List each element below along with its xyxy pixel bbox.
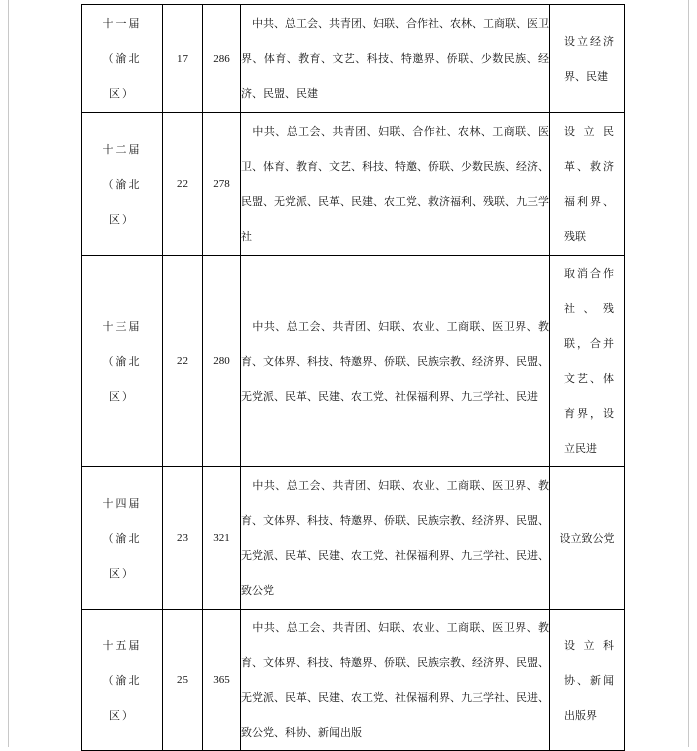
sector-count: 25 (163, 610, 203, 751)
session-cell (82, 256, 163, 467)
member-count: 365 (203, 610, 241, 751)
session-cell (82, 610, 163, 751)
table-row (82, 467, 625, 610)
sectors-text: 中共、总工会、共青团、妇联、农业、工商联、医卫界、教育、文体界、科技、特邀界、侨联、民族宗教、经济界、民盟、无党派、民革、民建、农工党、社保福利界、九三学社、民进、致公党 (241, 479, 549, 597)
notes-text: 设立科协、新闻出版界 (564, 638, 614, 722)
member-count: 278 (203, 113, 241, 256)
notes-text: 设立经济界、民建 (564, 34, 614, 83)
sectors-cell (241, 5, 550, 113)
notes-cell (550, 113, 625, 256)
notes-cell (550, 467, 625, 610)
cppcc-sessions-table (81, 4, 625, 751)
session-name: 十一届 (102, 17, 142, 30)
notes-cell (550, 610, 625, 751)
session-cell (82, 113, 163, 256)
session-district-open: （渝北 (102, 354, 142, 368)
notes-text: 设立民革、救济福利界、残联 (564, 125, 614, 243)
session-cell (82, 467, 163, 610)
session-district-close: 区） (109, 566, 135, 580)
session-name: 十五届 (102, 638, 142, 652)
sector-count: 22 (163, 113, 203, 256)
session-district-open: （渝北 (102, 52, 142, 65)
sectors-text: 中共、总工会、共青团、妇联、农业、工商联、医卫界、教育、文体界、科技、特邀界、侨联、民族宗教、经济界、民盟、无党派、民革、民建、农工党、社保福利界、九三学社、民进 (241, 319, 549, 403)
sectors-cell (241, 467, 550, 610)
table-row (82, 256, 625, 467)
sectors-text: 中共、总工会、共青团、妇联、合作社、农林、工商联、医卫界、体育、教育、文艺、科技、特邀界、侨联、少数民族、经济、民盟、民建 (241, 17, 549, 100)
notes-text: 设立致公党 (559, 531, 615, 545)
sectors-cell (241, 256, 550, 467)
sector-count: 22 (163, 256, 203, 467)
table-row (82, 610, 625, 751)
session-cell (82, 5, 163, 113)
session-name: 十四届 (102, 496, 142, 510)
notes-cell (550, 5, 625, 113)
table-row (82, 5, 625, 113)
session-district-close: 区） (109, 389, 135, 403)
notes-cell (550, 256, 625, 467)
page-margin-left (8, 0, 9, 747)
sector-count: 17 (163, 5, 203, 113)
member-count: 286 (203, 5, 241, 113)
notes-text: 取消合作社、残联，合并文艺、体育界，设立民进 (564, 267, 614, 455)
session-district-close: 区） (109, 708, 135, 722)
sectors-cell (241, 610, 550, 751)
member-count: 280 (203, 256, 241, 467)
session-district-open: （渝北 (102, 531, 142, 545)
session-district-close: 区） (109, 212, 135, 226)
session-district-open: （渝北 (102, 673, 142, 687)
session-district-close: 区） (109, 87, 135, 100)
table-row (82, 113, 625, 256)
page-margin-right (688, 0, 689, 747)
session-district-open: （渝北 (102, 177, 142, 191)
sectors-text: 中共、总工会、共青团、妇联、合作社、农林、工商联、医卫、体育、教育、文艺、科技、特邀、侨联、少数民族、经济、民盟、无党派、民革、民建、农工党、救济福利、残联、九三学社 (241, 125, 549, 243)
member-count: 321 (203, 467, 241, 610)
session-name: 十二届 (102, 142, 142, 156)
sector-count: 23 (163, 467, 203, 610)
session-name: 十三届 (102, 319, 142, 333)
sectors-cell (241, 113, 550, 256)
sectors-text: 中共、总工会、共青团、妇联、农业、工商联、医卫界、教育、文体界、科技、特邀界、侨联、民族宗教、经济界、民盟、无党派、民革、民建、农工党、社保福利界、九三学社、民进、致公党、科协、新闻出版 (241, 621, 549, 739)
